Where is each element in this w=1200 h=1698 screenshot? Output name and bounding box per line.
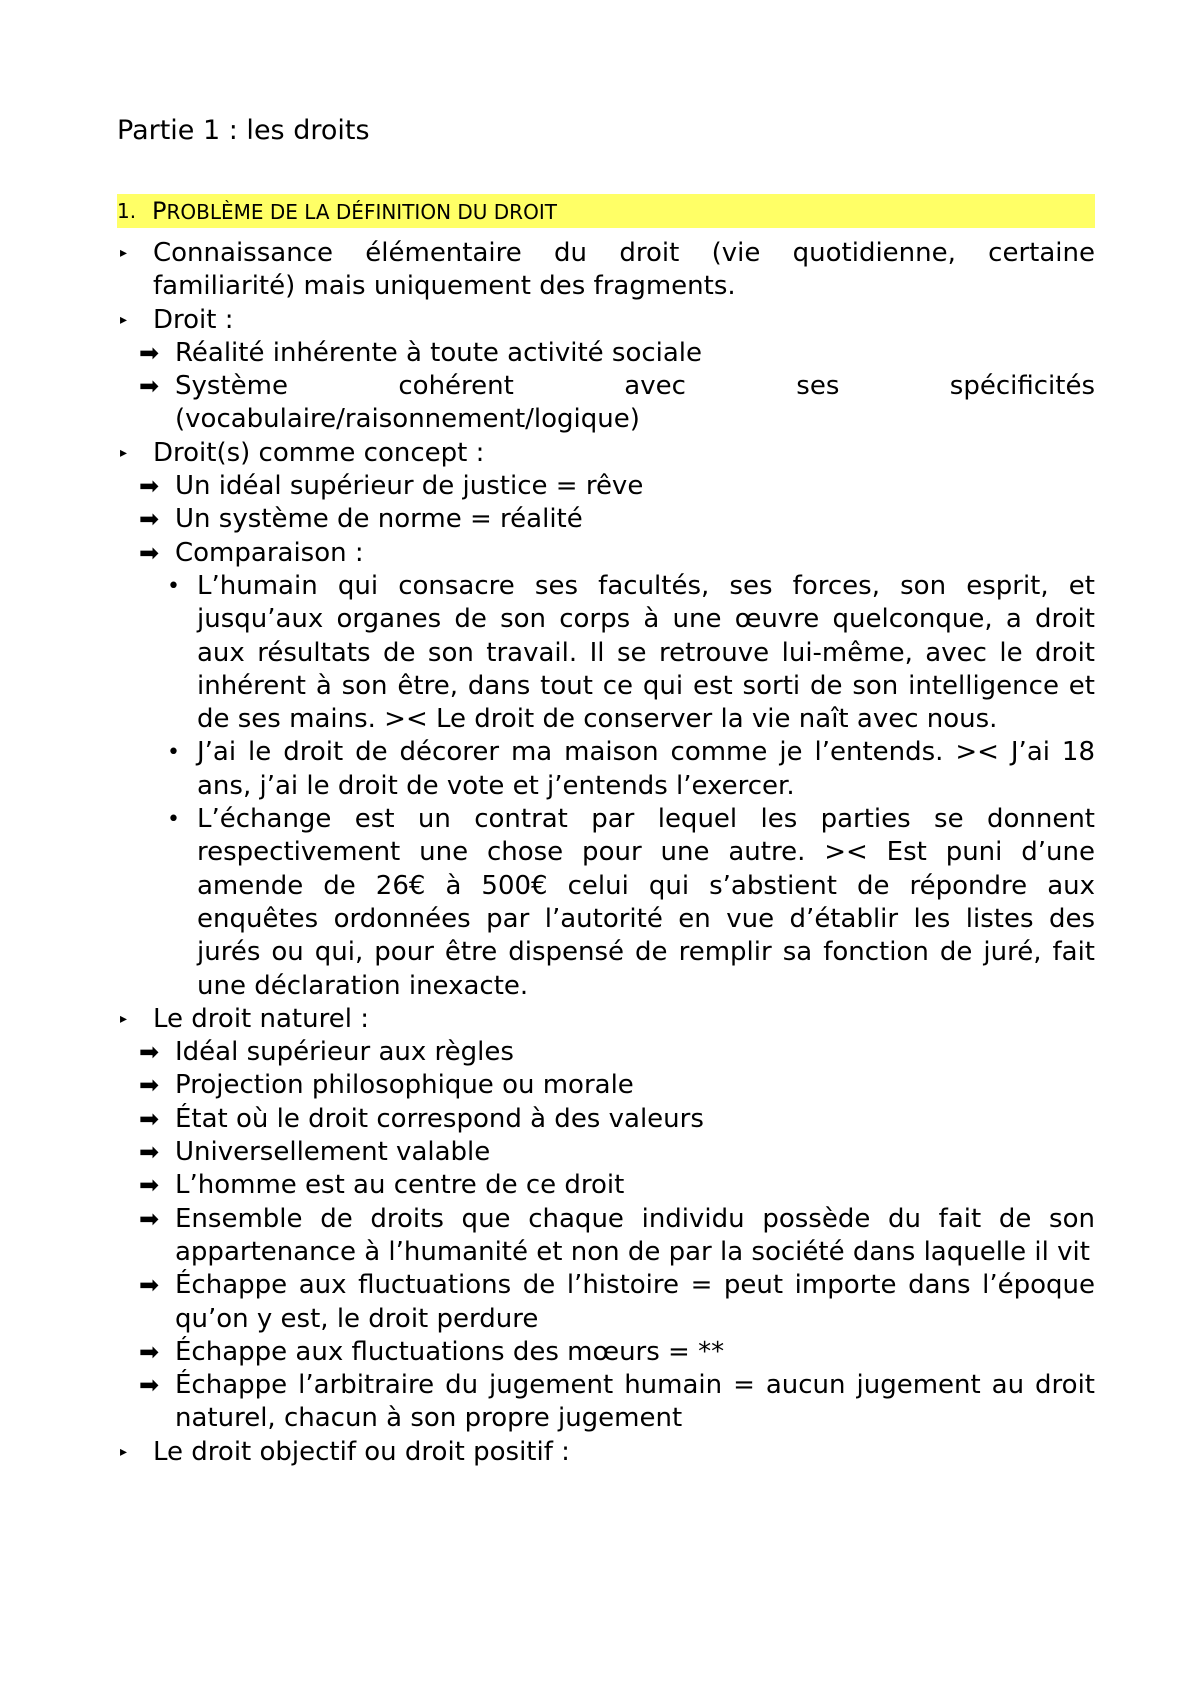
list-item-text: Échappe l’arbitraire du jugement humain = aucun jugement au droit naturel, chacun à son propre jugement: [175, 1370, 1095, 1434]
list-item-text: Un idéal supérieur de justice = rêve: [175, 471, 644, 502]
bullet-marker-icon: ➡: [139, 505, 160, 534]
list-item-level2: [139, 1369, 1095, 1436]
bullet-marker-icon: ➡: [139, 1104, 160, 1133]
sub-list: [139, 337, 1095, 437]
list-item-level2: [139, 1269, 1095, 1336]
list-item-level3: [161, 803, 1095, 1003]
list-item-level2: [139, 1203, 1095, 1270]
bullet-marker-icon: •: [167, 807, 180, 833]
list-item-text: Connaissance élémentaire du droit (vie quotidienne, certaine familiarité) mais uniquement des fragments.: [153, 238, 1095, 302]
section-title: [152, 197, 557, 225]
bullet-marker-icon: ➡: [139, 1071, 160, 1100]
list-item-text: Projection philosophique ou morale: [175, 1070, 634, 1101]
list-item-level2: [139, 370, 1095, 437]
bullet-marker-icon: ➡: [139, 538, 160, 567]
list-item-level3: [161, 736, 1095, 803]
list-item-text: Ensemble de droits que chaque individu possède du fait de son appartenance à l’humanité et non de par la société dans laquelle il vit: [175, 1203, 1095, 1267]
outline-list: [117, 237, 1095, 1469]
list-item-text: Le droit naturel :: [153, 1003, 369, 1034]
list-item-text: Idéal supérieur aux règles: [175, 1037, 514, 1068]
list-item-text: L’échange est un contrat par lequel les parties se donnent respectivement une chose pour une autre. >< Est puni d’une amende de 26€ à 500€ celui qui s’abstient de répondre aux enquêtes ordonnées par l’autorité en vue d’établir les listes des jurés ou qui, pour être dispensé de remplir sa fonction de juré, fait une déclaration inexacte.: [197, 804, 1095, 1001]
list-item-level2: [139, 1336, 1095, 1369]
list-item-level1: [117, 304, 1095, 337]
list-item-text: Droit(s) comme concept :: [153, 437, 485, 468]
list-item-text: Échappe aux fluctuations des mœurs = **: [175, 1336, 725, 1367]
bullet-marker-icon: ➡: [139, 1038, 160, 1067]
list-item-text: Échappe aux fluctuations de l’histoire = peut importe dans l’époque qu’on y est, le droit perdure: [175, 1270, 1095, 1334]
bullet-marker-icon: •: [167, 573, 180, 599]
sub-list: [139, 470, 1095, 1003]
list-item-text: L’humain qui consacre ses facultés, ses forces, son esprit, et jusqu’aux organes de son corps à une œuvre quelconque, a droit aux résultats de son travail. Il se retrouve lui-même, avec le droit inhérent à son être, dans tout ce qui est sorti de son intelligence et de ses mains. >< Le droit de conserver la vie naît avec nous.: [197, 570, 1095, 735]
list-item-text: Comparaison :: [175, 537, 364, 568]
list-item-level2: [139, 503, 1095, 536]
bullet-marker-icon: •: [167, 740, 180, 766]
list-item-level1: [117, 237, 1095, 304]
list-item-text: Réalité inhérente à toute activité sociale: [175, 337, 703, 368]
bullet-marker-icon: ▸: [120, 444, 128, 461]
list-item-text: Universellement valable: [175, 1137, 491, 1168]
bullet-marker-icon: ➡: [139, 472, 160, 501]
bullet-marker-icon: ➡: [139, 1204, 160, 1233]
section-title-initial: P: [152, 197, 167, 225]
bullet-marker-icon: ➡: [139, 372, 160, 401]
bullet-marker-icon: ➡: [139, 1171, 160, 1200]
list-item-level3: [161, 570, 1095, 736]
list-item-text: J’ai le droit de décorer ma maison comme je l’entends. >< J’ai 18 ans, j’ai le droit de vote et j’entends l’exercer.: [197, 737, 1095, 801]
sub-list: [139, 1036, 1095, 1436]
list-item-text: État où le droit correspond à des valeurs: [175, 1103, 704, 1134]
list-item-level2: [139, 537, 1095, 570]
document-title: Partie 1 : les droits: [117, 115, 370, 146]
bullet-marker-icon: ▸: [120, 1010, 128, 1027]
bullet-marker-icon: ➡: [139, 1271, 160, 1300]
document-page: [117, 112, 1095, 1469]
list-item-level2: [139, 1069, 1095, 1102]
list-item-level2: [139, 1136, 1095, 1169]
list-item-text: L’homme est au centre de ce droit: [175, 1170, 625, 1201]
bullet-marker-icon: ➡: [139, 1138, 160, 1167]
bullet-marker-icon: ▸: [120, 1443, 128, 1460]
list-item-level2: [139, 1036, 1095, 1069]
list-item-level1: [117, 1436, 1095, 1469]
sub-list: [161, 570, 1095, 1003]
list-item-level1: [117, 1003, 1095, 1036]
section-number: 1.: [117, 199, 137, 223]
list-item-level2: [139, 470, 1095, 503]
list-item-level1: [117, 437, 1095, 470]
list-item-level2: [139, 1169, 1095, 1202]
bullet-marker-icon: ➡: [139, 1337, 160, 1366]
list-item-level2: [139, 1103, 1095, 1136]
bullet-marker-icon: ➡: [139, 1371, 160, 1400]
section-heading: [117, 194, 1095, 228]
bullet-marker-icon: ➡: [139, 338, 160, 367]
bullet-marker-icon: ▸: [120, 311, 128, 328]
bullet-marker-icon: ▸: [120, 245, 128, 261]
list-item-text: Un système de norme = réalité: [175, 504, 583, 535]
list-item-text: Droit :: [153, 304, 234, 335]
list-item-text: Système cohérent avec ses spécificités (vocabulaire/raisonnement/logique): [175, 371, 1095, 435]
list-item-text: Le droit objectif ou droit positif :: [153, 1436, 570, 1467]
list-item-level2: [139, 337, 1095, 370]
section-title-rest: ROBLÈME DE LA DÉFINITION DU DROIT: [166, 200, 557, 224]
